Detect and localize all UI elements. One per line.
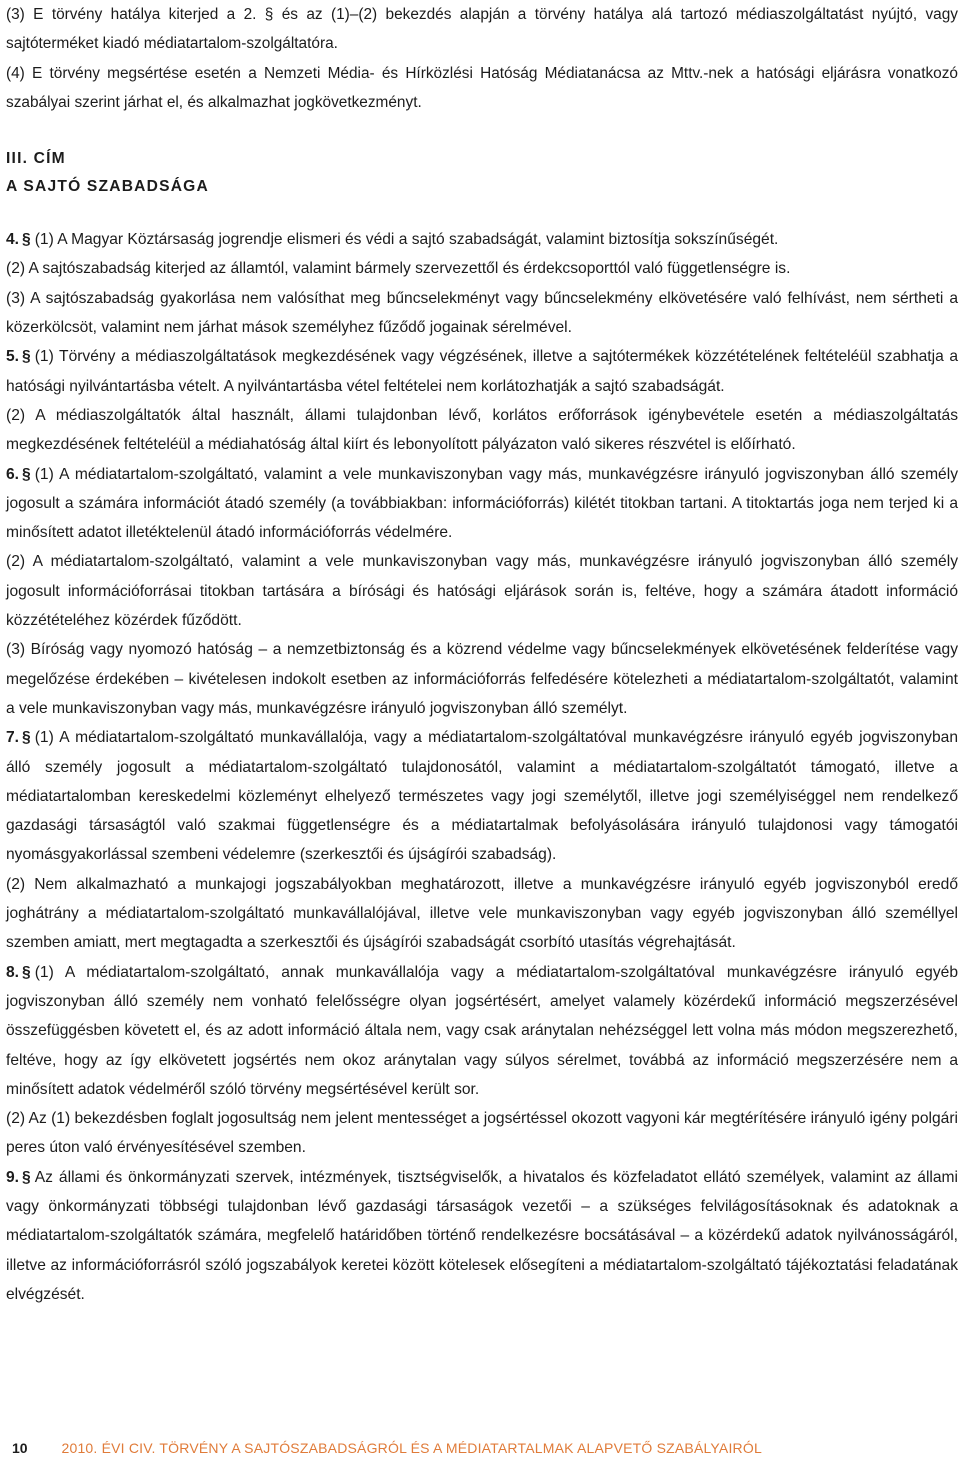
- paragraph-text: Az állami és önkormányzati szervek, intézmények, tisztségviselők, a hivatalos és közfeladatot ellátó személyek, valamint az állami vagy önkormányzati többségi tulajdonban lévő gazdasági társaságok vezetői – a szükséges felvilágosításoknak és adatoknak a médiatartalom-szolgáltatók számára, megfelelő határidőben történő rendelkezésre bocsátásával – a közérdekű adatok nyilvánosságáról, illetve az információforrásról szóló jogszabályok keretei között kötelesek elősegíteni a médiatartalom-szolgáltató tájékoztatási feladatának elvégzését.: [6, 1168, 958, 1303]
- page-footer: [6, 1438, 958, 1458]
- paragraph-text: (2) Az (1) bekezdésben foglalt jogosultság nem jelent mentességet a jogsértéssel okozott vagyoni kár megtérítésére irányuló igény polgári peres úton való érvényesítésével szemben.: [6, 1110, 958, 1157]
- section-sign: §: [22, 231, 31, 249]
- section-paragraph: [6, 254, 958, 283]
- section-sign: §: [22, 963, 31, 981]
- section-number: 9.: [6, 1168, 20, 1186]
- paragraph-text: (3) Bíróság vagy nyomozó hatóság – a nemzetbiztonság és a közrend védelme vagy bűncselekmények elkövetésének felderítése vagy megelőzése érdekében – kivételesen indokolt esetben az információforrás felfedésére kötelezheti a médiatartalom-szolgáltatót, valamint a vele munkaviszonyban vagy más, munkavégzésre irányuló jogviszonyban álló személyt.: [6, 641, 958, 717]
- section-sign: §: [22, 729, 31, 747]
- section-number: 6.: [6, 465, 20, 483]
- paragraph-3-4: (4) E törvény megsértése esetén a Nemzeti Média- és Hírközlési Hatóság Médiatanácsa az Mttv.-nek a hatósági eljárásra vonatkozó szabályai szerint járhat el, és alkalmazhat jogkövetkezményt.: [6, 64, 958, 111]
- section-paragraph: [6, 723, 958, 869]
- paragraph-text: (1) A Magyar Köztársaság jogrendje elismeri és védi a sajtó szabadságát, valamint biztosítja sokszínűségét.: [34, 231, 779, 249]
- running-title: 2010. ÉVI CIV. TÖRVÉNY A SAJTÓSZABADSÁGRÓL ÉS A MÉDIATARTALMAK ALAPVETŐ SZABÁLYAIRÓL: [61, 1440, 762, 1456]
- section-paragraph: [6, 284, 958, 343]
- paragraph-3-2: (3) E törvény hatálya kiterjed a 2. § és az (1)–(2) bekezdés alapján a törvény hatálya alá tartozó médiaszolgáltatást nyújtó, vagy sajtóterméket kiadó médiatartalom-szolgáltatóra.: [6, 6, 958, 53]
- paragraph-text: (2) A sajtószabadság kiterjed az államtól, valamint bármely szervezettől és érdekcsoporttól való függetlenségre is.: [6, 260, 791, 278]
- section-paragraph: [6, 958, 958, 1104]
- section-paragraph: [6, 547, 958, 635]
- paragraph-text: (2) Nem alkalmazható a munkajogi jogszabályokban meghatározott, illetve a munkavégzésre irányuló egyéb jogviszonyból eredő joghátrány a médiatartalom-szolgáltató munkavállalójával, illetve vele munkaviszonyban vagy egyéb jogviszonyban álló személlyel szemben amiatt, mert megtagadta a szerkesztői és újságírói szabadságát csorbító utasítás végrehajtását.: [6, 875, 958, 952]
- paragraph-text: (1) A médiatartalom-szolgáltató, annak munkavállalója vagy a médiatartalom-szolgáltatóval munkavégzésre irányuló egyéb jogviszonyban álló személy nem vonható felelősségre olyan jogsértésért, amelyet valamely közérdekű információ megszerzésével összefüggésben követett el, és az adott információ általa nem, vagy csak aránytalan nehézséggel lett volna más módon megszerezhető, feltéve, hogy az így elkövetett jogsértés nem okoz aránytalan vagy súlyos sérelmet, továbbá az információ megszerzésére nem a minősített adatok védelméről szóló törvény megsértésével került sor.: [6, 963, 958, 1098]
- section-paragraph: [6, 1104, 958, 1163]
- section-paragraph: [6, 460, 958, 548]
- paragraph-text: (2) A médiaszolgáltatók által használt, állami tulajdonban lévő, korlátos erőforrások igénybevétele esetén a médiaszolgáltatás megkezdésének feltételéül a médiahatóság által kiírt és lebonyolított pályázaton való sikeres részvétel is előírható.: [6, 406, 958, 454]
- chapter-number: III. CÍM: [6, 150, 66, 168]
- section-number: 8.: [6, 963, 20, 981]
- section-number: 4.: [6, 231, 20, 249]
- section-number: 7.: [6, 729, 20, 747]
- document-body: [6, 0, 958, 1309]
- paragraph-text: (1) Törvény a médiaszolgáltatások megkezdésének vagy végzésének, illetve a sajtótermékek közzétételének feltételéül szabhatja a hatósági nyilvántartásba vételt. A nyilvántartásba vétel feltételei nem korlátozhatják a sajtó szabadságát.: [6, 348, 958, 395]
- section-number: 5.: [6, 348, 20, 366]
- section-paragraph: [6, 635, 958, 723]
- paragraph-text: (2) A médiatartalom-szolgáltató, valamint a vele munkaviszonyban vagy más, munkavégzésre irányuló jogviszonyban álló személy jogosult információforrásai titokban tartására a bírósági és hatósági eljárások során is, feltéve, hogy a számára átadott információ közzétételéhez közérdek fűződött.: [6, 553, 958, 630]
- section-sign: §: [22, 348, 31, 366]
- intro-paragraphs: [6, 0, 958, 117]
- section-paragraph: [6, 225, 958, 254]
- section-sign: §: [22, 1168, 31, 1186]
- section-paragraph: [6, 342, 958, 401]
- section-paragraph: [6, 1163, 958, 1309]
- section-paragraph: [6, 401, 958, 460]
- paragraph-text: (1) A médiatartalom-szolgáltató, valamint a vele munkaviszonyban vagy más, munkavégzésre irányuló jogviszonyban álló személy jogosult a számára információt átadó személy (a továbbiakban: információforrás) kilétét titokban tartani. A titoktartás joga nem terjed ki a minősített adatot illetéktelenül átadó információforrás védelmére.: [6, 465, 958, 542]
- page-number: 10: [12, 1440, 28, 1456]
- section-sign: §: [22, 465, 31, 483]
- chapter-title: A SAJTÓ SZABADSÁGA: [6, 178, 209, 196]
- sections-container: [6, 225, 958, 1309]
- paragraph-text: (3) A sajtószabadság gyakorlása nem valósíthat meg bűncselekményt vagy bűncselekmény elkövetésére való felhívást, nem sértheti a közerkölcsöt, valamint nem járhat mások személyhez fűződő jogainak sérelmével.: [6, 289, 958, 337]
- section-paragraph: [6, 870, 958, 958]
- paragraph-text: (1) A médiatartalom-szolgáltató munkavállalója, vagy a médiatartalom-szolgáltatóval munkavégzésre irányuló egyéb jogviszonyban álló személy jogosult a médiatartalom-szolgáltató tulajdonosától, valamint a médiatartalom-szolgáltatót támogató, illetve a médiatartalomban kereskedelmi közleményt elhelyező természetes vagy jogi személytől, illetve jogi személyiséggel nem rendelkező gazdasági társaságtól való szakmai függetlenségre és a médiatartalmak befolyásolására irányuló tulajdonosi vagy támogatói nyomásgyakorlással szembeni védelemre (szerkesztői és újságírói szabadság).: [6, 729, 958, 864]
